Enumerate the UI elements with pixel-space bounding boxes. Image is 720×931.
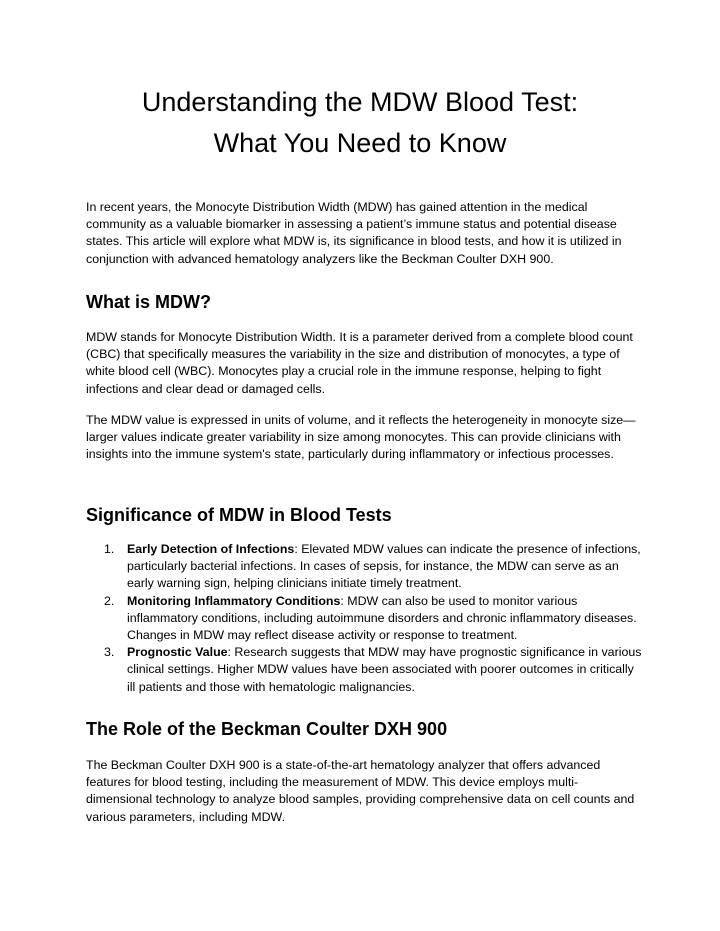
page-title <box>86 82 634 164</box>
significance-list <box>86 541 642 696</box>
list-item <box>86 644 642 696</box>
list-item-number: 1. <box>104 542 115 556</box>
list-item-term: Prognostic Value <box>127 645 228 660</box>
list-item-term: Monitoring Inflammatory Conditions <box>127 593 341 608</box>
what-is-mdw-paragraph-2: The MDW value is expressed in units of volume, and it reflects the heterogeneity in monocyte size—larger values indicate greater variability in size among monocytes. This can provide clinicians with insights into the immune system's state, particularly during inflammatory or infectious processes. <box>86 413 636 462</box>
beckman-coulter-paragraph: The Beckman Coulter DXH 900 is a state-of-the-art hematology analyzer that offers advanced features for blood testing, including the measurement of MDW. This device employs multi-dimensional technology to analyze blood samples, providing comprehensive data on cell counts and various parameters, including MDW. <box>86 758 635 824</box>
title-line-1: Understanding the MDW Blood Test: <box>141 87 579 117</box>
title-line-2: What You Need to Know <box>213 128 507 158</box>
list-item-text: : Research suggests that MDW may have prognostic significance in various clinical settings. Higher MDW values have been associated with poorer outcomes in critically ill patients and those with hematologic malignancies. <box>127 645 642 694</box>
list-item <box>86 541 642 593</box>
what-is-mdw-paragraph-1: MDW stands for Monocyte Distribution Width. It is a parameter derived from a complete blood count (CBC) that specifically measures the variability in the size and distribution of monocytes, a type of white blood cell (WBC). Monocytes play a crucial role in the immune response, helping to fight infections and clear dead or damaged cells. <box>86 330 633 396</box>
list-item-number: 2. <box>104 593 115 608</box>
list-item-number: 3. <box>104 645 115 660</box>
list-item-text: : Elevated MDW values can indicate the presence of infections, particularly bacterial infections. In cases of sepsis, for instance, the MDW can serve as an early warning sign, helping clinicians initiate timely treatment. <box>127 542 641 591</box>
intro-paragraph: In recent years, the Monocyte Distribution Width (MDW) has gained attention in the medical community as a valuable biomarker in assessing a patient’s immune status and potential disease states. This article will explore what MDW is, its significance in blood tests, and how it is utilized in conjunction with advanced hematology analyzers like the Beckman Coulter DXH 900. <box>86 200 622 266</box>
section-heading-what-is-mdw: What is MDW? <box>86 292 211 312</box>
list-item <box>86 593 642 645</box>
section-heading-significance: Significance of MDW in Blood Tests <box>86 505 392 525</box>
list-item-text: : MDW can also be used to monitor various inflammatory conditions, including autoimmune disorders and chronic inflammatory diseases. Changes in MDW may reflect disease activity or response to treatment. <box>127 593 637 643</box>
list-item-term: Early Detection of Infections <box>127 542 295 556</box>
section-heading-beckman-coulter: The Role of the Beckman Coulter DXH 900 <box>86 719 448 739</box>
